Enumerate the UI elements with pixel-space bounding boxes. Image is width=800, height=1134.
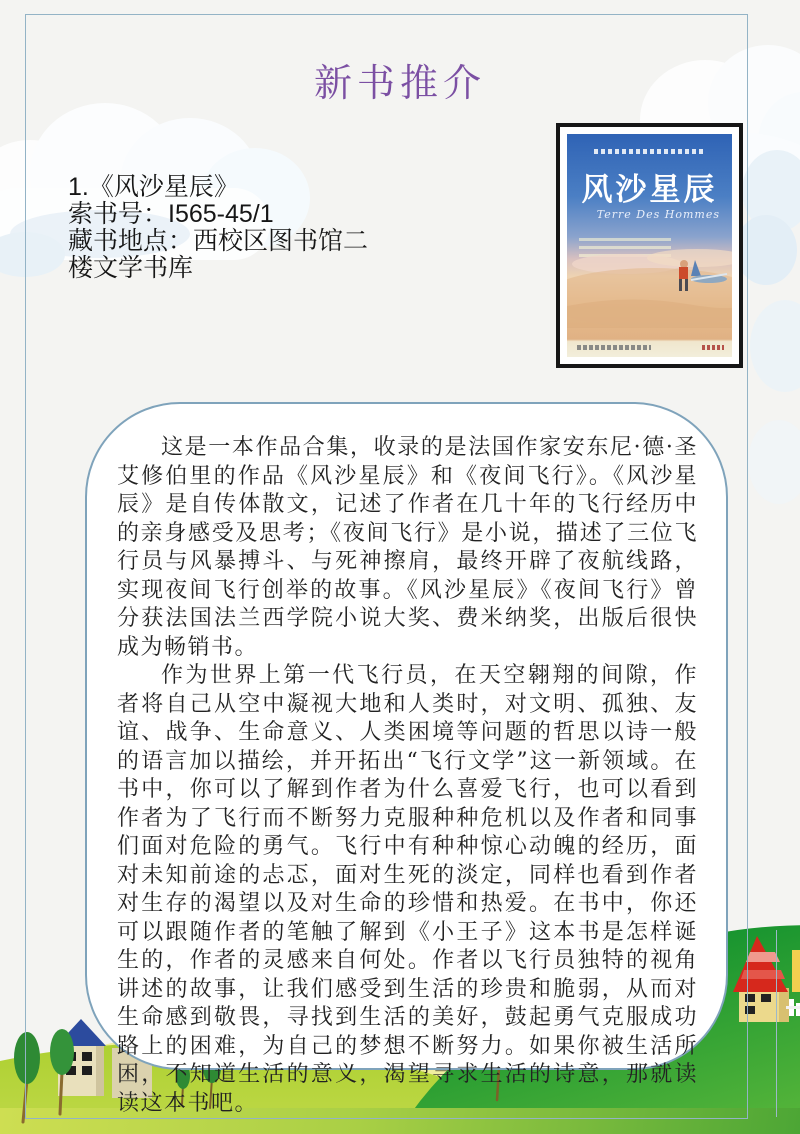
- book-info-call-number: 索书号：I565-45/1: [68, 200, 274, 228]
- page-title: 新书推介: [313, 61, 486, 105]
- description-paragraph-2: 作为世界上第一代飞行员，在天空翱翔的间隙，作者将自己从空中凝视大地和人类时，对文明、孤独、友谊、战争、生命意义、人类困境等问题的哲思以诗一般的语言加以描绘，并开拓出“飞行文学”这一新领域。在书中，你可以了解到作者为什么喜爱飞行，也可以看到作者为了飞行而不断努力克服种种危机以及作者和同事们面对危险的勇气。飞行中有种种惊心动魄的经历，面对未知前途的忐忑，面对生死的淡定，同样也看到作者对生存的渴望以及对生命的珍惜和热爱。在书中，你还可以跟随作者的笔触了解到《小王子》这本书是怎样诞生的，作者的灵感来自何处。作者以飞行员独特的视角讲述的故事，让我们感受到生活的珍贵和脆弱，从而对生命感到敬畏，寻找到生活的美好，鼓起勇气克服成功路上的困难，为自己的梦想不断努力。如果你被生活所困，不知道生活的意义，渴望寻求生活的诗意，那就读读这本书吧。: [117, 663, 698, 1116]
- book-cover-art: [567, 134, 732, 357]
- right-edge-line-decoration: [776, 930, 777, 1117]
- book-description-box: [85, 402, 728, 1116]
- book-info-location-line2: 楼文学书库: [68, 254, 194, 282]
- book-info-title: 1.《风沙星辰》: [68, 173, 239, 201]
- cloud-blob: [748, 420, 800, 504]
- right-house-illustration: [733, 936, 800, 1022]
- cover-subtitle: Terre Des Hommes: [596, 208, 720, 221]
- description-paragraph-1: 这是一本作品合集，收录的是法国作家安东尼·德·圣艾修伯里的作品《风沙星辰》和《夜间飞行》。《风沙星辰》是自传体散文，记述了作者在几十年的飞行经历中的亲身感受及思考；《夜间飞行》是小说，描述了三位飞行员与风暴搏斗、与死神擦肩，最终开辟了夜航线路，实现夜间飞行创举的故事。《风沙星辰》《夜间飞行》曾分获法国法兰西学院小说大奖、费米纳奖，出版后很快成为畅销书。: [117, 435, 698, 660]
- cloud-blob: [735, 215, 797, 285]
- cover-desert-scene: [567, 246, 732, 328]
- cover-publisher-decoration: [702, 345, 724, 350]
- cloud-blob: [750, 300, 800, 392]
- cover-author-line-decoration: [577, 345, 651, 350]
- cover-tagline-decoration: [594, 149, 706, 154]
- book-info-block: [68, 174, 488, 282]
- book-cover: [556, 123, 743, 368]
- cover-title: 风沙星辰: [581, 172, 718, 208]
- book-info-location-line1: 藏书地点：西校区图书馆二: [68, 227, 369, 255]
